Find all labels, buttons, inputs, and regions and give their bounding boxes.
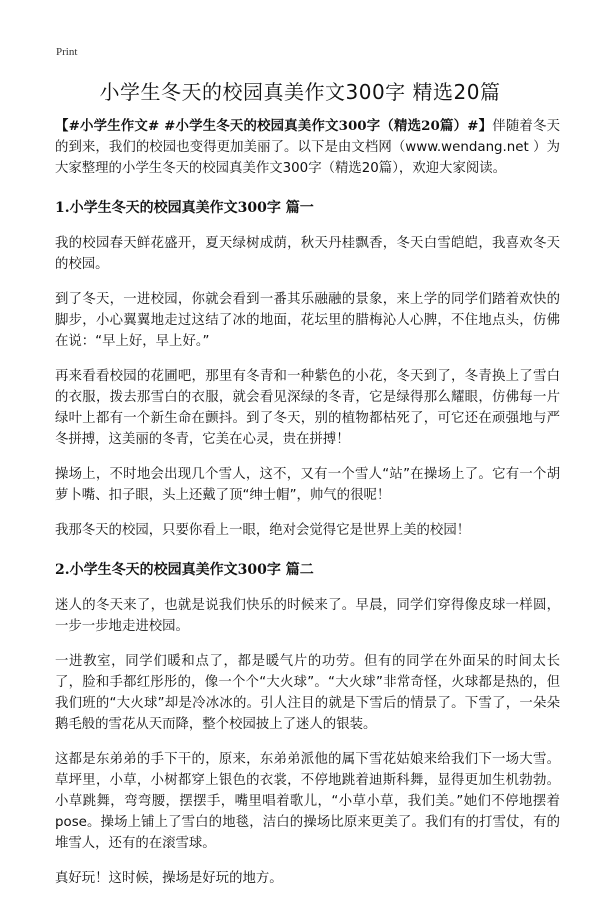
print-label: Print	[56, 46, 78, 58]
paragraph: 再来看看校园的花圃吧，那里有冬青和一种紫色的小花，冬天到了，冬青换上了雪白的衣服，拨去那雪白的衣服，就会看见深绿的冬青，它是绿得那么耀眼，仿佛每一片绿叶上都有一个新生命在颤抖。到了冬天，别的植物都枯死了，可它还在顽强地与严冬拼搏，这美丽的冬青，它美在心灵，贵在拼搏！	[55, 369, 560, 447]
page-title: 小学生冬天的校园真美作文300字 精选20篇	[99, 80, 501, 104]
paragraph: 我的校园春天鲜花盛开，夏天绿树成荫，秋天丹桂飘香，冬天白雪皑皑，我喜欢冬天的校园。	[55, 236, 560, 272]
section-heading: 2.小学生冬天的校园真美作文300字 篇二	[55, 562, 314, 578]
paragraph: 一进教室，同学们暖和点了，都是暖气片的功劳。但有的同学在外面呆的时间太长了，脸和手都红彤彤的，像一个个“大火球”。“大火球”非常奇怪，火球都是热的，但我们班的“大火球”却是冷冰冰的。引人注目的就是下雪后的情景了。下雪了，一朵朵鹅毛般的雪花从天而降，整个校园披上了迷人的银装。	[55, 654, 560, 732]
paragraph: 操场上，不时地会出现几个雪人，这不，又有一个雪人“站”在操场上了。它有一个胡萝卜嘴、扣子眼，头上还戴了顶“绅士帽”，帅气的很呢！	[55, 467, 560, 503]
paragraph: 到了冬天，一进校园，你就会看到一番其乐融融的景象，来上学的同学们踏着欢快的脚步，小心翼翼地走过这结了冰的地面，花坛里的腊梅沁人心脾，不住地点头，仿佛在说：“早上好，早上好。”	[55, 292, 560, 349]
article-body	[55, 116, 560, 903]
paragraph: 这都是东弟弟的手下干的，原来，东弟弟派他的属下雪花姑娘来给我们下一场大雪。草坪里，小草，小树都穿上银色的衣裳，不停地跳着迪斯科舞，显得更加生机勃勃。小草跳舞，弯弯腰，摆摆手，嘴里唱着歌儿，“小草小草，我们美。”她们不停地摆着pose。操场上铺上了雪白的地毯，洁白的操场比原来更美了。我们有的打雪仗，有的堆雪人，还有的在滚雪球。	[55, 752, 560, 851]
intro-tag: 【#小学生作文# #小学生冬天的校园真美作文300字（精选20篇）#】	[55, 118, 493, 134]
paragraph: 迷人的冬天来了，也就是说我们快乐的时候来了。早晨，同学们穿得像皮球一样圆，一步一步地走进校园。	[55, 598, 560, 634]
paragraph: 我那冬天的校园，只要你看上一眼，绝对会觉得它是世界上美的校园！	[55, 523, 471, 538]
intro-text: 伴随着冬天的到来，我们的校园也变得更加美丽了。以下是由文档网（www.wendang.net ）为大家整理的小学生冬天的校园真美作文300字（精选20篇），欢迎大家阅读。	[55, 119, 560, 176]
paragraph: 真好玩！这时候，操场是好玩的地方。	[55, 871, 283, 886]
section-heading: 1.小学生冬天的校园真美作文300字 篇一	[55, 200, 314, 216]
intro-paragraph	[55, 116, 560, 179]
